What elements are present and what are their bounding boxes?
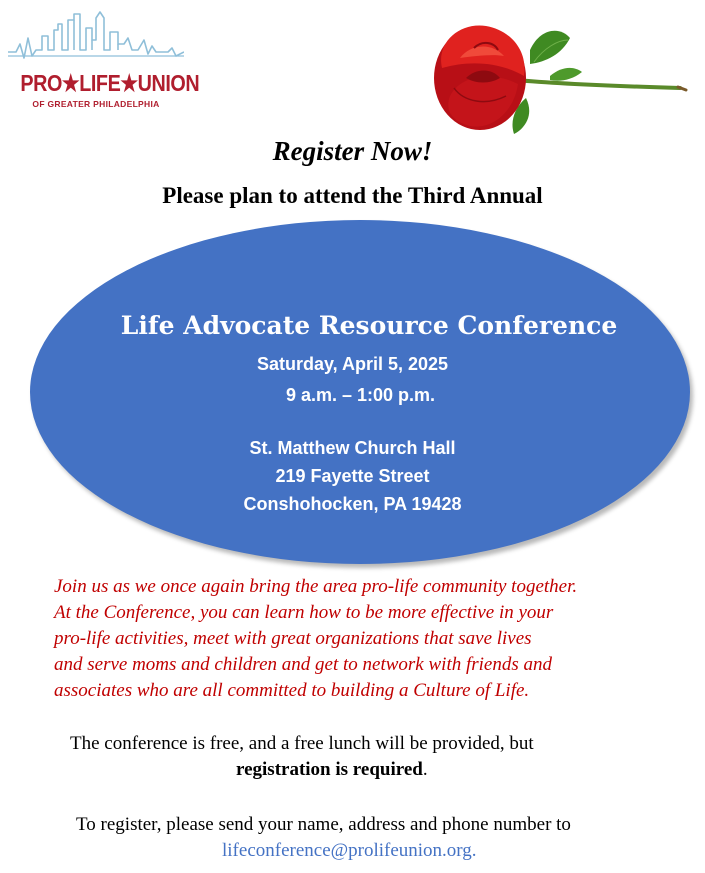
- pro-life-union-logo: [8, 10, 200, 112]
- logo-subtitle: OF GREATER PHILADELPHIA: [32, 99, 160, 109]
- register-instructions: To register, please send your name, address and phone number to: [76, 814, 571, 835]
- registration-required-text: registration is required: [236, 759, 423, 780]
- intro-paragraph: [54, 574, 694, 704]
- register-email-period: .: [471, 840, 477, 861]
- registration-required-period: .: [422, 759, 428, 780]
- intro-line: At the Conference, you can learn how to be more effective in your: [54, 602, 554, 623]
- intro-line: Join us as we once again bring the area pro-life community together.: [54, 576, 578, 597]
- conference-time: 9 a.m. – 1:00 p.m.: [285, 385, 436, 405]
- philadelphia-skyline-icon: [8, 10, 184, 70]
- register-now-headline: Register Now!: [272, 136, 433, 166]
- conference-street: 219 Fayette Street: [275, 466, 430, 486]
- conference-city: Conshohocken, PA 19428: [243, 494, 462, 514]
- free-notice-line: The conference is free, and a free lunch will be provided, but: [70, 733, 534, 754]
- intro-line: and serve moms and children and get to network with friends and: [54, 654, 552, 675]
- register-email-line: [222, 840, 477, 862]
- intro-line: associates who are all committed to building a Culture of Life.: [54, 680, 530, 701]
- registration-required-line: [236, 759, 428, 781]
- conference-date: Saturday, April 5, 2025: [256, 354, 449, 374]
- conference-venue: St. Matthew Church Hall: [249, 438, 456, 458]
- intro-line: pro-life activities, meet with great organizations that save lives: [54, 628, 532, 649]
- register-email-link[interactable]: lifeconference@prolifeunion.org: [222, 840, 472, 861]
- logo-name: PRO★LIFE★UNION: [20, 70, 200, 96]
- red-rose-icon: [430, 18, 690, 143]
- conference-title: Life Advocate Resource Conference: [120, 311, 618, 340]
- plan-to-attend-subheadline: Please plan to attend the Third Annual: [162, 183, 543, 208]
